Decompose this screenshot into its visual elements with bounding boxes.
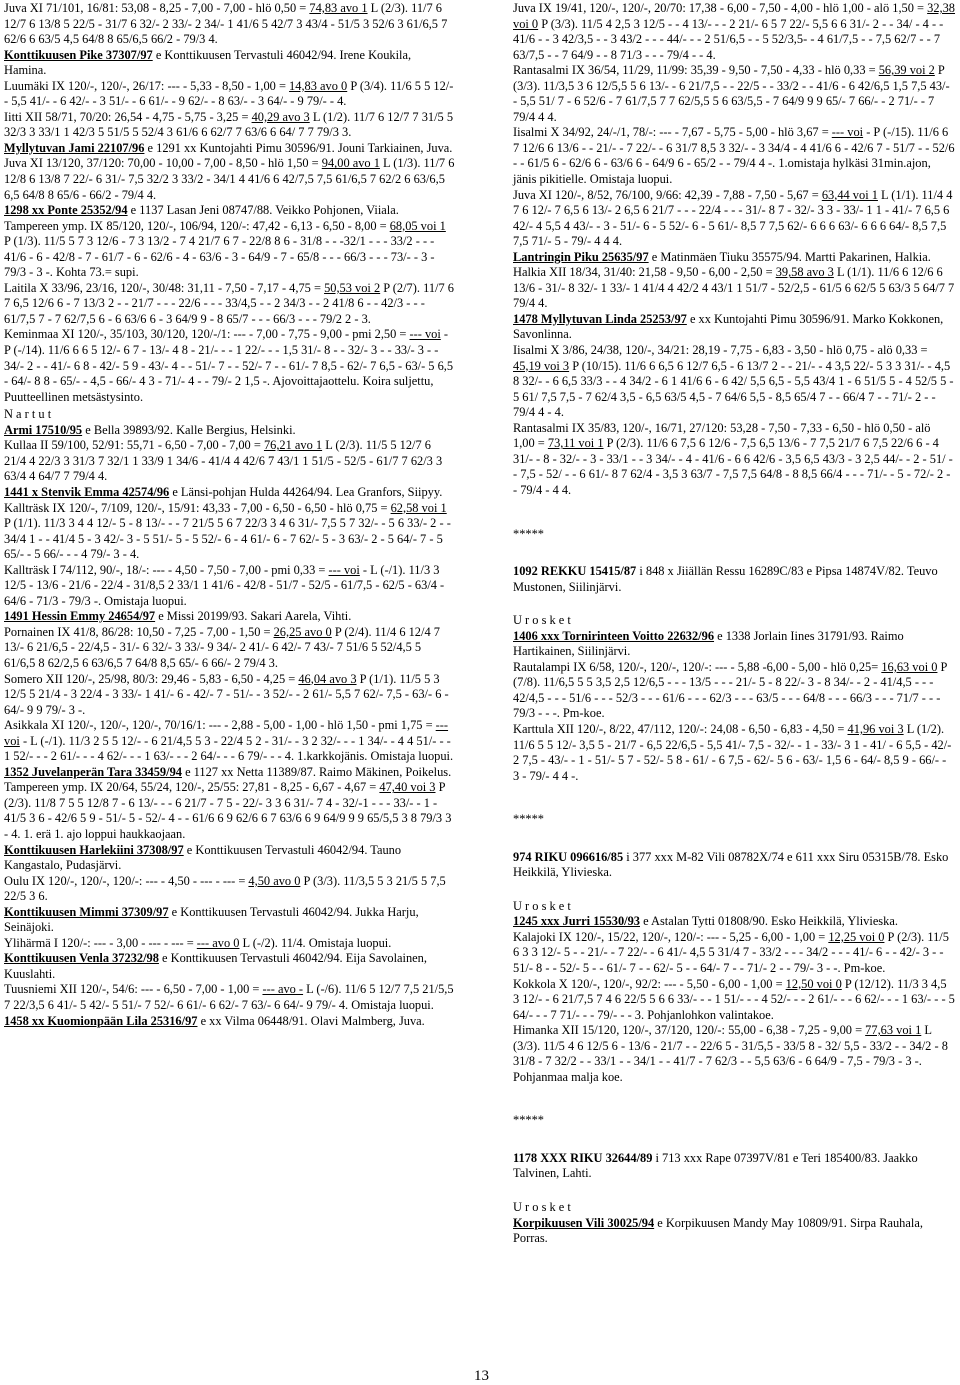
text-paragraph bbox=[513, 421, 955, 499]
underlined-entry-text: 50,53 voi 2 bbox=[324, 280, 381, 295]
text-paragraph bbox=[4, 625, 455, 672]
underlined-entry-text: --- voi bbox=[831, 125, 864, 140]
entry-text: P (1/3). 11/5 5 7 3 12/6 - 7 3 13/2 - 7 4 21/7 6 7 - 22/8 8 6 - 31/8 - - -32/1 - - - 33/2 - - - 41/6 - 6 - 42/8 - 7 - 61/7 - 6 - 62/6 - 4 - 63/6 - 3 - 64/9 - 7 - 65/8 - - - 66/3 - - - 73/- - 3 - 79/3 - 3 -. Kohta 73.= supi. bbox=[4, 234, 435, 280]
text-paragraph bbox=[4, 485, 455, 501]
underlined-entry-text: 41,96 voi 3 bbox=[847, 721, 904, 736]
text-paragraph bbox=[4, 718, 455, 765]
text-paragraph bbox=[4, 501, 455, 563]
entry-text: - P (-/14). 11/6 6 6 5 12/- 6 7 - 13/- 4 8 - 21/- - - 1 22/- - - 1,5 31/- 8 - - 32/- 3 - - 33/- 3 - - 34/- 2 - - 41/- 6 8 - 42/- 5 9 - 43/- 4 - - 51/- 7 - - 52/- 7 - - 61/- 7 8,5 - 62/- 7 6,5 - 63/- 5 6,5 - 64/- 8 8 - 65/- - 4,5 - 66/- 4 3 - 71/- 4 - - 79/- 2 1,5 -. Ajovoittajaottelu. Koira suljettu, Puutteellinen metsästysinto. bbox=[4, 327, 454, 404]
text-paragraph bbox=[4, 765, 455, 781]
underlined-entry-text: --- voi bbox=[409, 327, 441, 342]
entry-text: Tampereen ymp. IX 85/120, 120/-, 106/94, 120/-: 47,42 - 6,13 - 6,50 - 8,00 = bbox=[4, 218, 390, 233]
underlined-entry-text: 1298 xx Ponte 25352/94 bbox=[4, 203, 128, 218]
text-paragraph bbox=[4, 609, 455, 625]
entry-text: ***** bbox=[513, 1113, 544, 1128]
text-paragraph bbox=[4, 79, 455, 110]
entry-text: L (1/2). 11/7 6 12/7 7 31/5 5 32/3 3 33/1 1 42/3 5 51/5 5 52/4 3 61/6 6 62/7 7 63/6 6 64/ 7 7 79/3 3. bbox=[4, 109, 454, 140]
underlined-entry-text: --- voi bbox=[4, 718, 449, 748]
entry-text: L (-/6). 11/6 5 12/7 7,5 21/5,5 7 22/3,5 6 41/- 5 42/- 5 51/- 7 52/- 6 61/- 6 62/- 7 63/- 6 64/- 9 79/- 4. Omistaja luopui. bbox=[4, 982, 454, 1012]
underlined-entry-text: Lantringin Piku 25635/97 bbox=[513, 249, 649, 264]
entry-text: ***** bbox=[513, 526, 544, 541]
entry-text: e Korpikuusen Mandy May 10809/91. Sirpa Rauhala, Porras. bbox=[513, 1215, 923, 1246]
text-paragraph bbox=[513, 564, 955, 595]
entry-text: L (-/2). 11/4. Omistaja luopui. bbox=[239, 935, 392, 950]
text-paragraph bbox=[4, 423, 455, 439]
entry-text: ***** bbox=[513, 812, 544, 827]
underlined-entry-text: 74,83 avo 1 bbox=[309, 1, 368, 15]
underlined-entry-text: 1478 Myllytuvan Linda 25253/97 bbox=[513, 311, 687, 326]
entry-text: N a r t u t bbox=[4, 407, 52, 422]
underlined-entry-text: 73,11 voi 1 bbox=[547, 436, 604, 451]
entry-text: P (7/8). 11/6,5 5 5 3,5 2,5 12/6,5 - - - 13/5 - - - 21/- 5 - 8 22/- 3 - 8 34/- - 2 - 41/4,5 - - - 42/4,5 - - - 51/6 - - - 52/3 - - - 61/6 - - - 62/3 - - - 63/5 - - - 64/8 - - - 66/3 - - - 71/7 - - - 79/3 - - -. Pm-koe. bbox=[513, 659, 947, 721]
entry-text: Halkia XII 18/34, 31/40: 21,58 - 9,50 - 6,00 - 2,50 = bbox=[513, 265, 776, 280]
entry-text: Pornainen IX 41/8, 86/28: 10,50 - 7,25 - 7,00 - 1,50 = bbox=[4, 624, 274, 639]
entry-text: e Konttikuusen Tervastuli 46042/94. Eija Savolainen, Kuuslahti. bbox=[4, 951, 427, 981]
text-paragraph bbox=[4, 780, 455, 842]
entry-text: Juva XI 13/120, 37/120: 70,00 - 10,00 - 7,00 - 8,50 - hlö 1,50 = bbox=[4, 156, 322, 171]
text-paragraph bbox=[513, 613, 955, 629]
text-paragraph bbox=[513, 1, 955, 63]
text-paragraph bbox=[513, 63, 955, 125]
underlined-entry-text: 1406 xxx Tornirinteen Voitto 22632/96 bbox=[513, 628, 715, 643]
page-number: 13 bbox=[474, 1368, 489, 1384]
entry-text: L (1/3). 11/7 6 12/8 6 13/8 7 22/- 6 31/- 7,5 32/2 3 33/2 - 34/1 4 41/6 6 42/7,5 7,5 61/6,5 7 62/2 6 63/6,5 6,5 64/8 8 65/6 - 66/2 - 79/4 4. bbox=[4, 156, 455, 202]
entry-text: Rantasalmi IX 36/54, 11/29, 11/99: 35,39 - 9,50 - 7,50 - 4,33 - hlö 0,33 = bbox=[513, 63, 879, 78]
entry-text: Himanka XII 15/120, 120/-, 37/120, 120/-: 55,00 - 6,38 - 7,25 - 9,00 = bbox=[513, 1023, 866, 1038]
left-column bbox=[4, 1, 455, 1029]
underlined-entry-text: 76,21 avo 1 bbox=[263, 438, 323, 453]
text-paragraph bbox=[4, 563, 455, 610]
text-paragraph bbox=[4, 219, 455, 281]
text-paragraph bbox=[513, 250, 955, 266]
entry-text: P (10/15). 11/6 6 6,5 6 12/7 6,5 - 6 13/7 2 - - 21/- - 4 3,5 22/- 5 3 3 31/- - 4,5 8 32/- - 6 6,5 33/3 - - 4 34/2 - 6 1 41/6 6 - 6 42/ 5,5 6,5 - 5,5 43/4 1 - 6 51/5 5 - 4 52/5 5 - 5 61/ 7,5 7,5 - 7 62/4 3,5 - 6,5 63/5 4,5 - 7 64/6 5,5 - 8,5 65/4 7 - - 66/4 7 - - 71/- 2 - - 79/4 4 - 4. bbox=[513, 358, 954, 420]
entry-text: Iisalmi X 34/92, 24/-/1, 78/-: --- - 7,67 - 5,75 - 5,00 - hlö 3,67 = bbox=[513, 125, 832, 140]
text-paragraph bbox=[513, 312, 955, 343]
underlined-entry-text: 77,63 voi 1 bbox=[865, 1023, 922, 1038]
entry-text: Juva XI 71/101, 16/81: 53,08 - 8,25 - 7,00 - 7,00 - hlö 0,50 = bbox=[4, 1, 310, 15]
text-paragraph bbox=[513, 722, 955, 784]
entry-text: Kallträsk IX 120/-, 7/109, 120/-, 15/91: 43,33 - 7,00 - 6,50 - 6,50 - hlö 0,75 = bbox=[4, 500, 391, 515]
entry-text: e Konttikuusen Tervastuli 46042/94. Tauno Kangastalo, Pudasjärvi. bbox=[4, 842, 402, 873]
text-paragraph bbox=[513, 977, 955, 1024]
entry-text: e Länsi-pohjan Hulda 44264/94. Lea Granfors, Siipyy. bbox=[169, 484, 443, 499]
underlined-entry-text: 46,04 avo 3 bbox=[298, 671, 357, 686]
entry-text: P (3/4). 11/6 5 5 12/- - 5,5 41/- - 6 42/- - 3 51/- - 6 61/- - 9 62/- - 8 63/- - 3 64/- - 9 79/- - 4. bbox=[4, 78, 454, 109]
underlined-entry-text: 1491 Hessin Emmy 24654/97 bbox=[4, 609, 156, 624]
underlined-entry-text: 4,50 avo 0 bbox=[248, 873, 301, 888]
entry-text: Karttula XII 120/-, 8/22, 47/112, 120/-: 24,08 - 6,50 - 6,83 - 4,50 = bbox=[513, 721, 848, 736]
entry-text: Rautalampi IX 6/58, 120/-, 120/-, 120/-: --- - 5,88 -6,00 - 5,00 - hlö 0,25= bbox=[513, 659, 882, 674]
entry-text: e 1291 xx Kuntojahti Pimu 30596/91. Jouni Tarkiainen, Juva. bbox=[144, 140, 453, 155]
text-paragraph bbox=[4, 156, 455, 203]
underlined-entry-text: Korpikuusen Vili 30025/94 bbox=[513, 1215, 655, 1230]
entry-text: Rantasalmi IX 35/83, 120/-, 16/71, 27/120: 53,28 - 7,50 - 7,33 - 6,50 - hlö 0,50 - alö 1,00 = bbox=[513, 420, 931, 451]
underlined-entry-text: 1352 Juvelanperän Tara 33459/94 bbox=[4, 764, 182, 779]
underlined-entry-text: Konttikuusen Mimmi 37309/97 bbox=[4, 904, 169, 919]
text-paragraph bbox=[513, 899, 955, 915]
entry-text: P (2/3). 11/8 7 5 5 12/8 7 - 6 13/- - - 6 21/7 - 7 5 - 22/- 3 3 6 31/- 7 4 - 32/-1 - - - 33/- - 1 - 41/5 3 6 - 42/6 5 9 - 51/- 5 - 52/- 4 - - 61/6 6 9 62/6 6 7 63/6 6 9 64/9 9 9 65/5,5 3 8 79/3 3 - 4. 1. erä 1. ajo loppui haukkaojaan. bbox=[4, 780, 452, 841]
underlined-entry-text: Armi 17510/95 bbox=[4, 422, 83, 437]
underlined-entry-text: Myllytuvan Jami 22107/96 bbox=[4, 140, 145, 155]
text-paragraph bbox=[4, 874, 455, 905]
underlined-entry-text: --- avo - bbox=[262, 982, 304, 997]
text-paragraph bbox=[4, 905, 455, 936]
underlined-entry-text: 56,39 voi 2 bbox=[878, 63, 935, 78]
entry-text: U r o s k e t bbox=[513, 1200, 571, 1214]
entry-text: Ylihärmä I 120/-: --- - 3,00 - --- - --- = bbox=[4, 935, 197, 950]
underlined-entry-text: 1441 x Stenvik Emma 42574/96 bbox=[4, 484, 170, 499]
entry-text: Iitti XII 58/71, 70/20: 26,54 - 4,75 - 5,75 - 3,25 = bbox=[4, 109, 252, 124]
text-paragraph bbox=[513, 1216, 955, 1247]
text-paragraph bbox=[513, 1113, 955, 1129]
underlined-entry-text: --- voi bbox=[328, 562, 360, 577]
entry-text: Luumäki IX 120/-, 120/-, 26/17: --- - 5,33 - 8,50 - 1,00 = bbox=[4, 78, 290, 93]
text-paragraph bbox=[513, 850, 955, 881]
entry-text: - L (-/1). 11/3 2 5 5 12/- - 6 21/4,5 5 3 - 22/4 5 2 - 31/- - 3 2 32/- - - 1 34/- - 4 4 51/- - - 1 52/- - - 2 61/- - - 4 62/- - - 1 63/- - - 2 64/- - - 6 79/- - - 4. 1.karkkojänis. Omistaja luopui. bbox=[4, 733, 454, 764]
entry-text: P (3/3). 11/3,5 5 3 21/5 5 7,5 22/5 3 6. bbox=[4, 873, 446, 904]
entry-text: e Missi 20199/93. Sakari Aarela, Vihti. bbox=[155, 609, 352, 624]
entry-text: P (1/1). 11/3 3 4 4 12/- 5 - 8 13/- - - 7 21/5 5 6 7 22/3 3 4 6 31/- 7,5 5 7 32/- - 5 6 33/- 2 - - 34/4 1 - - 41/4 5 - 3 42/- 3 - 5 51/- 5 - 5 52/- 6 - 4 61/- 6 - 7 62/- 5 - 3 63/- 2 - 5 64/- 7 - 5 65/- - 5 66/- - - 4 79/- 3 - 4. bbox=[4, 516, 451, 562]
underlined-entry-text: 62,58 voi 1 bbox=[390, 500, 447, 515]
entry-text: Kalajoki IX 120/-, 15/22, 120/-, 120/-: --- - 5,25 - 6,00 - 1,00 = bbox=[513, 929, 829, 944]
text-paragraph bbox=[513, 265, 955, 312]
entry-text: i 713 xxx Rape 07397V/81 e Teri 185400/83. Jaakko Talvinen, Lahti. bbox=[513, 1150, 918, 1181]
entry-text: Juva IX 19/41, 120/-, 120/-, 20/70: 17,38 - 6,00 - 7,50 - 4,00 - hlö 1,00 - alö 1,50 = bbox=[513, 1, 928, 15]
text-paragraph bbox=[4, 936, 455, 952]
entry-text: e Konttikuusen Tervastuli 46042/94. Irene Koukila, Hamina. bbox=[4, 47, 412, 78]
text-paragraph bbox=[4, 407, 455, 423]
text-paragraph bbox=[513, 188, 955, 250]
underlined-entry-text: --- avo 0 bbox=[196, 935, 240, 950]
entry-text: U r o s k e t bbox=[513, 613, 571, 628]
text-paragraph bbox=[4, 281, 455, 328]
bold-entry-text: 974 RIKU 096616/85 bbox=[513, 849, 624, 864]
entry-text: L (3/3). 11/5 4 6 12/5 6 - 13/6 - 21/7 - - 22/6 5 - 31/5,5 - 33/5 8 - 32/ 5,5 - 33/2 - - 34/2 - 8 31/8 - 7 32/2 - - 33/1 - - 34/1 - - 41/7 - 7 62/3 - - 5,5 63/6 - 6 64/9 - 7,5 - 79/3 - 3 -. Pohjanmaa malja koe. bbox=[513, 1023, 948, 1084]
text-paragraph bbox=[4, 110, 455, 141]
entry-text: P (2/4). 11/4 6 12/4 7 13/- 6 21/6,5 - 22/4,5 - 31/- 6 32/- 3 33/- 9 34/- 2 41/- 6 42/- 7 43/- 7 51/6 5 52/4,5 5 61/6,5 8 62/2,5 6 63/6,5 7 64/8 8,5 65/- 6 66/- 2 79/4 3. bbox=[4, 624, 440, 670]
entry-text: e 1137 Lasan Jeni 08747/88. Veikko Pohjonen, Viiala. bbox=[127, 203, 399, 218]
text-paragraph bbox=[513, 660, 955, 722]
text-paragraph bbox=[4, 141, 455, 157]
text-paragraph bbox=[513, 343, 955, 421]
text-paragraph bbox=[513, 930, 955, 977]
entry-text: Kokkola X 120/-, 120/-, 92/2: --- - 5,50 - 6,00 - 1,00 = bbox=[513, 976, 786, 991]
entry-text: - P (-/15). 11/6 6 7 12/6 6 13/6 - - 21/- - 7 22/- - 6 31/7 8,5 3 32/- - 3 34/4 - 4 41/6 6 - 42/6 7 - 51/7 - - 52/6 - - 61/5 6 - 62/6 6 - 63/6 6 - 64/9 6 - 65/2 - - 79/4 4 -. 1.omistaja hylkäsi 31min.ajon, jänis pikitielle. Omistaja luopui. bbox=[513, 125, 955, 187]
text-paragraph bbox=[4, 672, 455, 719]
text-paragraph bbox=[513, 1023, 955, 1085]
entry-text: P (1/1). 11/5 5 3 12/5 5 21/4 - 3 22/4 - 3 33/- 1 41/- 6 - 42/- 7 - 51/- - 3 52/- - 2 61/- 5,5 7 62/- 7,5 - 63/- 6 - 64/- 9 9 79/- 3 -. bbox=[4, 671, 449, 717]
text-paragraph bbox=[4, 327, 455, 405]
entry-text: Iisalmi X 3/86, 24/38, 120/-, 34/21: 28,19 - 7,75 - 6,83 - 3,50 - hlö 0,75 - alö 0,33 = bbox=[513, 343, 928, 358]
underlined-entry-text: 1245 xxx Jurri 15530/93 bbox=[513, 914, 640, 929]
text-paragraph bbox=[4, 48, 455, 79]
text-paragraph bbox=[513, 527, 955, 543]
entry-text: Somero XII 120/-, 25/98, 80/3: 29,46 - 5,83 - 6,50 - 4,25 = bbox=[4, 671, 299, 686]
text-paragraph bbox=[4, 951, 455, 982]
entry-text: P (3/3). 11/3,5 3 6 12/5,5 5 6 13/- - 6 21/7,5 - - 22/5 - - 33/2 - - 41/6 - 6 42/6,5 1,5 7,5 43/- - 5,5 51/ 7 - 6 52/6 - 7 61/7,5 7 7 62/5,5 5 6 63/5,5 - 7 64/9 9 9 65/- 7 66/- - 2 71/- - 7 79/4 4 4. bbox=[513, 63, 950, 124]
underlined-entry-text: 12,25 voi 0 bbox=[828, 929, 885, 944]
entry-text: P (3/3). 11/5 4 2,5 3 12/5 - - 4 13/- - - 2 21/- 6 5 7 22/- 5,5 6 6 31/- 2 - - 34/ - 4 - - 41/6 - - 3 42/3,5 - - 3 43/2 - - - 44/- - - 2 51/6,5 - - 5 52/3,5- - 4 61/7,5 - - 7,5 62/7 - - 7 63/7,5 - - 7 64/9 - - 8 71/3 - - - 79/4 - - 4. bbox=[513, 16, 944, 62]
entry-text: U r o s k e t bbox=[513, 898, 571, 913]
bold-entry-text: 1092 REKKU 15415/87 bbox=[513, 564, 637, 579]
underlined-entry-text: 94,00 avo 1 bbox=[321, 156, 380, 171]
entry-text: L (2/3). 11/5 5 12/7 6 21/4 4 22/3 3 31/3 7 32/1 1 33/9 1 34/6 - 41/4 4 42/6 7 43/1 1 51/5 - 52/5 - 61/7 7 62/3 3 63/4 4 64/7 7 79/4 4. bbox=[4, 438, 443, 484]
entry-text: e Matinmäen Tiuku 35575/94. Martti Pakarinen, Halkia. bbox=[648, 249, 931, 264]
entry-text: Tampereen ymp. IX 20/64, 55/24, 120/-, 25/55: 27,81 - 8,25 - 6,67 - 4,67 = bbox=[4, 780, 380, 795]
entry-text: e xx Vilma 06448/91. Olavi Malmberg, Juva. bbox=[197, 1013, 425, 1028]
entry-text: i 848 x Jiiällän Ressu 16289C/83 e Pipsa 14874V/82. Teuvo Mustonen, Siilinjärvi. bbox=[513, 564, 938, 594]
underlined-entry-text: 16,63 voi 0 bbox=[881, 659, 938, 674]
underlined-entry-text: 32,38 voi 0 bbox=[513, 1, 956, 31]
text-paragraph bbox=[4, 203, 455, 219]
underlined-entry-text: 68,05 voi 1 bbox=[389, 218, 446, 233]
underlined-entry-text: 12,50 voi 0 bbox=[785, 976, 842, 991]
text-paragraph bbox=[513, 812, 955, 828]
underlined-entry-text: Konttikuusen Pike 37307/97 bbox=[4, 47, 153, 62]
underlined-entry-text: Konttikuusen Venla 37232/98 bbox=[4, 951, 159, 966]
entry-text: e xx Kuntojahti Pimu 30596/91. Marko Kokkonen, Savonlinna. bbox=[513, 311, 944, 342]
entry-text: e 1127 xx Netta 11389/87. Raimo Mäkinen, Poikelus. bbox=[181, 764, 452, 779]
entry-text: L (2/3). 11/7 6 12/7 6 13/8 5 22/5 - 31/7 6 32/- 2 33/- 2 34/- 1 41/6 5 42/7 3 43/4 - 51/5 3 52/6 3 61/6,5 7 62/6 6 63/5 4,5 64/8 8 65/6,5 66/2 - 79/3 4. bbox=[4, 1, 448, 47]
underlined-entry-text: 63,44 voi 1 bbox=[821, 187, 878, 202]
text-paragraph bbox=[4, 843, 455, 874]
entry-text: - L (-/1). 11/3 3 12/5 - 13/6 - 21/6 - 22/4 - 31/8,5 2 33/1 1 41/6 - 42/8 - 51/7 - 52/5 - 61/7,5 - 62/5 - 63/4 - 64/6 - 71/3 - 79/3 -. Omistaja luopui. bbox=[4, 562, 445, 608]
underlined-entry-text: 47,40 voi 3 bbox=[379, 780, 436, 795]
underlined-entry-text: 40,29 avo 3 bbox=[251, 109, 310, 124]
text-paragraph bbox=[4, 982, 455, 1013]
underlined-entry-text: 14,83 avo 0 bbox=[289, 78, 348, 93]
entry-text: e Konttikuusen Tervastuli 46042/94. Jukka Harju, Seinäjoki. bbox=[4, 904, 419, 935]
entry-text: e 1338 Jorlain Iines 31791/93. Raimo Hartikainen, Siilinjärvi. bbox=[513, 628, 904, 659]
text-paragraph bbox=[513, 914, 955, 930]
text-paragraph bbox=[513, 1151, 955, 1182]
text-paragraph bbox=[513, 125, 955, 187]
underlined-entry-text: 1458 xx Kuomionpään Lila 25316/97 bbox=[4, 1013, 198, 1028]
text-paragraph bbox=[4, 438, 455, 485]
entry-text: e Bella 39893/92. Kalle Bergius, Helsinki. bbox=[82, 422, 296, 437]
entry-text: Keminmaa XI 120/-, 35/103, 30/120, 120/-/1: --- - 7,00 - 7,75 - 9,00 - pmi 2,50 = bbox=[4, 327, 410, 342]
entry-text: L (1/1). 11/6 6 12/6 6 13/6 - 31/- 8 32/- 1 33/- 1 41/4 4 42/2 4 43/1 1 51/7 - 52/2,5 - 61/5 6 62/5 5 63/3 5 64/7 7 79/4 4. bbox=[513, 265, 955, 311]
text-paragraph bbox=[513, 1200, 955, 1216]
entry-text: L (1/1). 11/4 4 7 6 12/- 7 6,5 6 13/- 2 6,5 6 21/7 - - - 22/4 - - - 31/- 8 7 - 32/- 3 3 - 33/- 1 1 - 41/- 7 6,5 6 42/- 4 5,5 4 43/- - 3 - 51/- 6 - 5 52/- 6 - 5 61/- 8,5 7 7,5 62/- 6 6 6 63/- 6 6 6 64/- 8,5 7,5 7,5 71/- 5 - 79/- 4 4 4. bbox=[513, 187, 953, 249]
text-paragraph bbox=[4, 1, 455, 48]
bold-entry-text: 1178 XXX RIKU 32644/89 bbox=[513, 1150, 653, 1165]
underlined-entry-text: 39,58 avo 3 bbox=[775, 265, 834, 280]
underlined-entry-text: 26,25 avo 0 bbox=[273, 624, 332, 639]
entry-text: i 377 xxx M-82 Vili 08782X/74 e 611 xxx Siru 05315B/78. Esko Heikkilä, Ylivieska. bbox=[513, 849, 949, 880]
entry-text: L (1/2). 11/6 5 5 12/- 3,5 5 - 21/7 - 6,5 22/6,5 - 5,5 41/- 7,5 - 32/- - 1 - 33/- 3 1 - 41/ - 6 5,5 - 42/- 2 7,5 - 43/- - 1 - 51/- 5 7 - 52/- 5 8 - 61/ - 6 7,5 - 62/- 5 6 - 63/- 1,5 6 - 64/- 8,5 9 - 66/- - 3 - 79/- 4 4 -. bbox=[513, 721, 952, 783]
entry-text: Tuusniemi XII 120/-, 54/6: --- - 6,50 - 7,00 - 1,00 = bbox=[4, 982, 263, 997]
entry-text: Laitila X 33/96, 23/16, 120/-, 30/48: 31,11 - 7,50 - 7,17 - 4,75 = bbox=[4, 280, 325, 295]
underlined-entry-text: 45,19 voi 3 bbox=[513, 358, 570, 373]
entry-text: P (12/12). 11/3 3 4,5 3 12/- - 6 21/7,5 7 4 6 22/5 5 6 6 33/- - - 1 51/- - - 4 52/- - - 2 61/- - - 6 62/- - - 1 63/- - - 5 64/- - - 7 71/- - - 79/- - - 3. Pohjanlohkon valintakoe. bbox=[513, 976, 955, 1022]
text-paragraph bbox=[4, 1014, 455, 1030]
entry-text: Oulu IX 120/-, 120/-, 120/-: --- - 4,50 - --- - --- = bbox=[4, 873, 249, 888]
entry-text: Asikkala XI 120/-, 120/-, 120/-, 70/16/1: --- - 2,88 - 5,00 - 1,00 - hlö 1,50 - pmi 1,75 = bbox=[4, 718, 436, 733]
entry-text: P (2/7). 11/7 6 7 6,5 12/6 6 - 7 13/3 2 - - 21/7 - - - 22/6 - - - 33/4,5 - - 2 34/3 - - 2 41/8 6 - - 42/3 - - - 61/7,5 7 - 7 62/7,5 6 - 6 63/6 6 - 3 64/9 9 - 8 65/7 - - - 66/3 - - - 79/2 2 - 3. bbox=[4, 280, 454, 326]
underlined-entry-text: Konttikuusen Harlekiini 37308/97 bbox=[4, 842, 184, 857]
entry-text: Kallträsk I 74/112, 90/-, 18/-: --- - 4,50 - 7,50 - 7,00 - pmi 0,33 = bbox=[4, 562, 329, 577]
entry-text: e Astalan Tytti 01808/90. Esko Heikkilä, Ylivieska. bbox=[640, 914, 898, 929]
entry-text: P (2/3). 11/6 6 7,5 6 12/6 - 7,5 6,5 13/6 - 7 7,5 21/7 6 7,5 22/6 6 - 4 31/- - 8 - 32/- - 3 - 33/1 - - 3 34/- - 4 - 41/6 - 6 6 42/6 - 3,5 6,5 43/3 - 3 2,5 44/- - 2 - 51/ - - 7,5 - 52/ - - 6 61/- 8 7 62/4 - 3,5 3 63/7 - 7,5 7,5 64/8 - 8 8,5 66/4 - - - 71/- - 5 - 72/- 2 - - 79/4 - 4 4. bbox=[513, 436, 953, 497]
right-column bbox=[513, 1, 955, 1247]
text-paragraph bbox=[513, 629, 955, 660]
entry-text: Juva XI 120/-, 8/52, 76/100, 9/66: 42,39 - 7,88 - 7,50 - 5,67 = bbox=[513, 187, 822, 202]
entry-text: Kullaa II 59/100, 52/91: 55,71 - 6,50 - 7,00 - 7,00 = bbox=[4, 438, 264, 453]
entry-text: P (2/3). 11/5 6 3 3 12/- 5 - - 21/- - 7 22/- - 6 41/- 4,5 5 31/4 7 - 33/2 - - - 34/2 - - - 41/- 6 - - 42/- 3 - - 51/- 8 - - 52/- 5 - - 61/- 7 - - 62/- 5 - - 64/- 7 - - 71/- 2 - - 79/- 3 - -. Pm-koe. bbox=[513, 929, 949, 975]
